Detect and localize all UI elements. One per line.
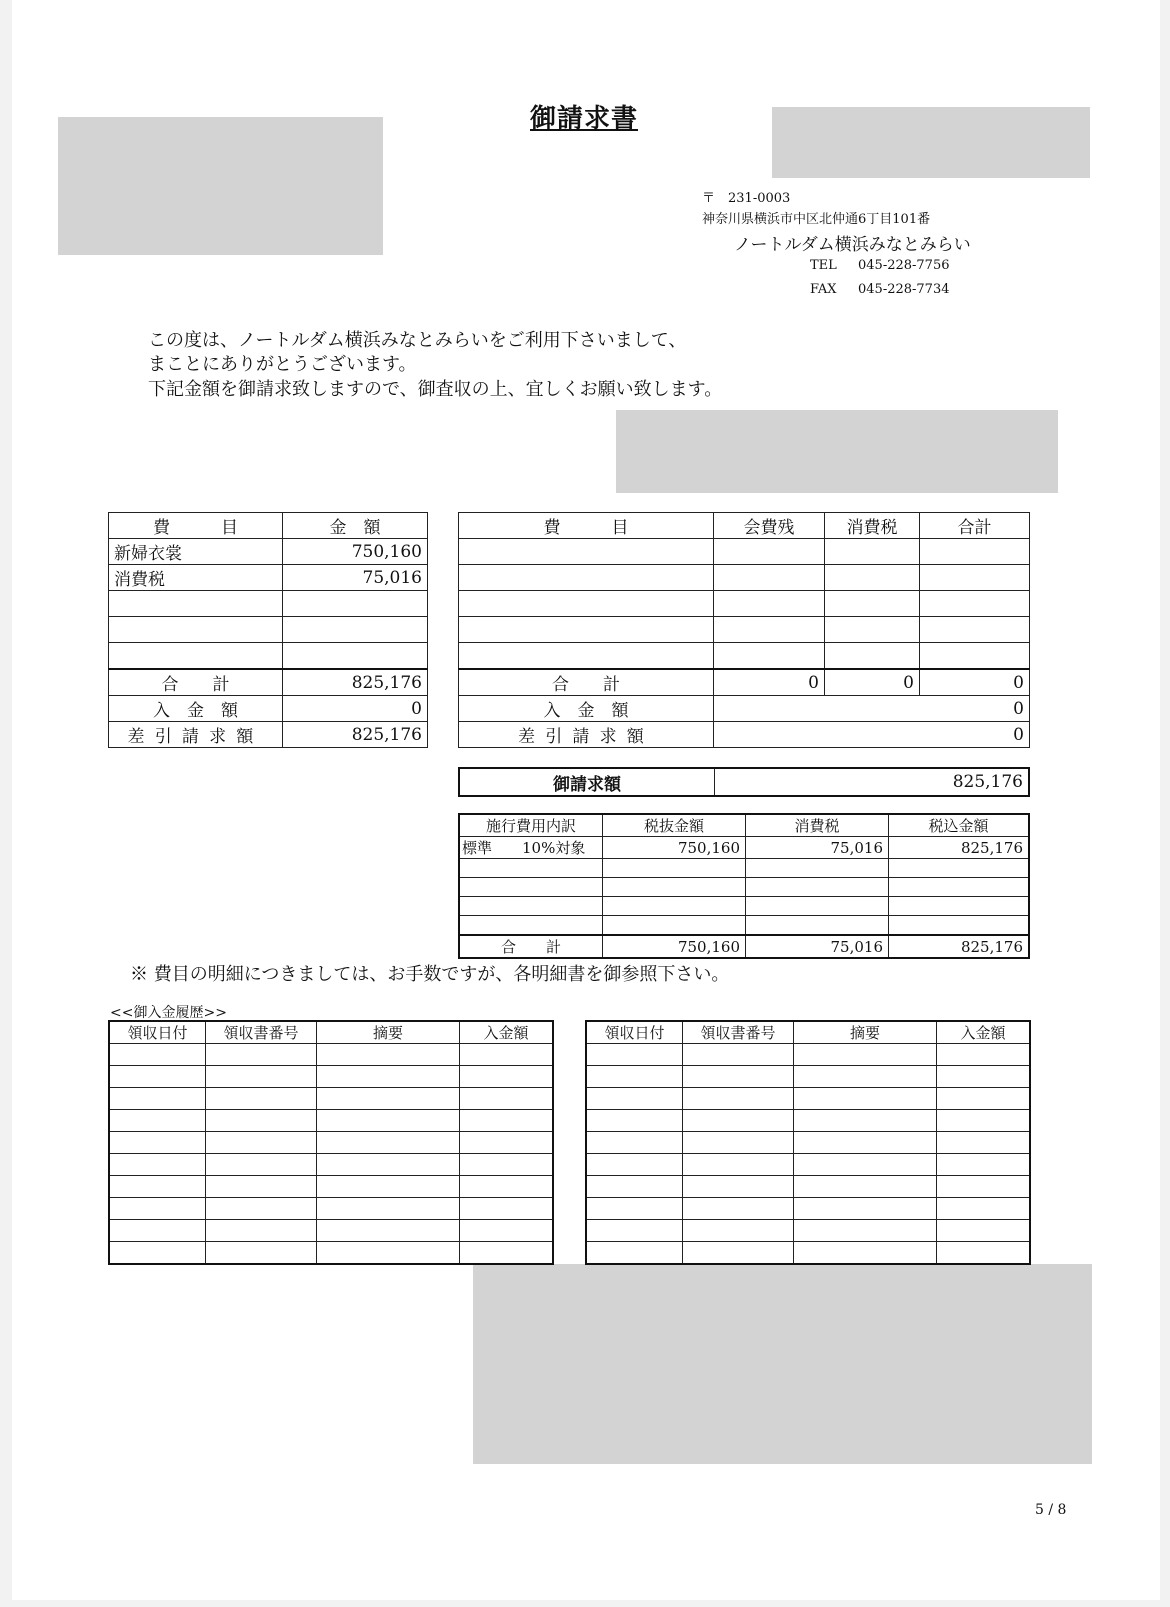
history-cell <box>317 1132 460 1154</box>
history-cell <box>683 1198 794 1220</box>
history-row <box>109 1198 553 1220</box>
history-row <box>586 1198 1030 1220</box>
history-row <box>109 1044 553 1066</box>
col-header-excl: 税抜金額 <box>603 814 746 837</box>
history-cell <box>586 1132 683 1154</box>
history-row <box>586 1110 1030 1132</box>
history-cell <box>460 1132 554 1154</box>
item-cell <box>109 591 283 617</box>
history-cell <box>109 1176 206 1198</box>
history-cell <box>460 1242 554 1265</box>
col-header-receipt-no: 領収書番号 <box>683 1021 794 1044</box>
history-cell <box>794 1220 937 1242</box>
item-cell <box>109 617 283 643</box>
history-cell <box>683 1242 794 1265</box>
total-remaining: 0 <box>714 669 825 696</box>
table-row <box>459 916 1029 936</box>
history-cell <box>460 1066 554 1088</box>
balance-amount: 825,176 <box>283 722 428 748</box>
amount-cell <box>283 591 428 617</box>
history-cell <box>109 1066 206 1088</box>
col-header-item: 費 目 <box>109 513 283 539</box>
table-row <box>459 617 1030 643</box>
amount-cell: 750,160 <box>283 539 428 565</box>
paid-row <box>109 696 428 722</box>
table-row <box>459 859 1029 878</box>
table-row <box>459 565 1030 591</box>
history-cell <box>109 1198 206 1220</box>
total-tax: 0 <box>825 669 920 696</box>
history-cell <box>206 1242 317 1265</box>
fax-label: FAX <box>810 282 837 297</box>
col-header-description: 摘要 <box>794 1021 937 1044</box>
history-cell <box>109 1088 206 1110</box>
history-row <box>586 1242 1030 1265</box>
history-cell <box>586 1220 683 1242</box>
total-amount: 825,176 <box>283 669 428 696</box>
table-row <box>109 539 428 565</box>
table-row <box>459 643 1030 670</box>
history-cell <box>794 1132 937 1154</box>
history-row <box>109 1242 553 1265</box>
invoice-total-box <box>458 767 1030 797</box>
col-header-tax: 消費税 <box>746 814 889 837</box>
table-row <box>459 897 1029 916</box>
history-row <box>109 1110 553 1132</box>
paid-amount: 0 <box>283 696 428 722</box>
amount-cell <box>283 617 428 643</box>
balance-row <box>459 722 1030 748</box>
redacted-bottom-block <box>473 1264 1092 1464</box>
amount-cell <box>283 643 428 670</box>
history-cell <box>794 1242 937 1265</box>
col-header-payment: 入金額 <box>937 1021 1031 1044</box>
col-header-breakdown: 施行費用内訳 <box>459 814 603 837</box>
history-row <box>109 1176 553 1198</box>
balance-row <box>109 722 428 748</box>
history-cell <box>937 1242 1031 1265</box>
col-header-amount: 金 額 <box>283 513 428 539</box>
paid-label: 入 金 額 <box>459 696 714 722</box>
col-header-description: 摘要 <box>317 1021 460 1044</box>
item-cell: 新婦衣裳 <box>109 539 283 565</box>
history-caption: <<御入金履歴>> <box>110 1005 227 1021</box>
history-cell <box>586 1088 683 1110</box>
total-row <box>459 935 1029 958</box>
greeting-line-3: 下記金額を御請求致しますので、御査収の上、宜しくお願い致します。 <box>148 379 723 400</box>
history-cell <box>460 1110 554 1132</box>
history-cell <box>206 1088 317 1110</box>
history-cell <box>937 1176 1031 1198</box>
history-row <box>586 1154 1030 1176</box>
history-cell <box>586 1154 683 1176</box>
sender-name: ノートルダム横浜みなとみらい <box>734 235 971 255</box>
history-cell <box>794 1066 937 1088</box>
redacted-header-block <box>772 107 1090 178</box>
history-row <box>109 1088 553 1110</box>
redacted-event-info <box>616 410 1058 493</box>
history-cell <box>206 1110 317 1132</box>
history-cell <box>683 1088 794 1110</box>
total-label: 合 計 <box>459 669 714 696</box>
tel-label: TEL <box>810 258 837 273</box>
history-cell <box>317 1198 460 1220</box>
balance-label: 差引請求額 <box>459 722 714 748</box>
history-cell <box>586 1044 683 1066</box>
breakdown-label: 標準 10%対象 <box>459 837 603 859</box>
invoice-page <box>12 0 1160 1600</box>
history-cell <box>937 1220 1031 1242</box>
history-cell <box>317 1088 460 1110</box>
history-cell <box>794 1176 937 1198</box>
history-cell <box>460 1088 554 1110</box>
history-cell <box>109 1220 206 1242</box>
col-header-remaining: 会費残 <box>714 513 825 539</box>
history-cell <box>794 1198 937 1220</box>
history-cell <box>586 1066 683 1088</box>
col-header-payment: 入金額 <box>460 1021 554 1044</box>
charges-table-left <box>108 512 428 748</box>
table-row <box>459 837 1029 859</box>
breakdown-total-label: 合 計 <box>459 935 603 958</box>
history-cell <box>937 1110 1031 1132</box>
history-cell <box>109 1044 206 1066</box>
history-cell <box>937 1066 1031 1088</box>
history-row <box>109 1220 553 1242</box>
charges-table-right <box>458 512 1030 748</box>
breakdown-total-incl: 825,176 <box>889 935 1030 958</box>
history-cell <box>206 1066 317 1088</box>
history-cell <box>460 1176 554 1198</box>
history-row <box>109 1154 553 1176</box>
col-header-tax: 消費税 <box>825 513 920 539</box>
history-cell <box>109 1242 206 1265</box>
col-header-receipt-no: 領収書番号 <box>206 1021 317 1044</box>
total-label: 合 計 <box>109 669 283 696</box>
history-cell <box>683 1132 794 1154</box>
history-cell <box>586 1176 683 1198</box>
table-row <box>459 591 1030 617</box>
invoice-total-label: 御請求額 <box>459 768 715 796</box>
excl-amount: 750,160 <box>603 837 746 859</box>
payment-history-table-left <box>108 1020 554 1265</box>
history-cell <box>586 1110 683 1132</box>
history-cell <box>460 1044 554 1066</box>
history-cell <box>206 1220 317 1242</box>
paid-row <box>459 696 1030 722</box>
history-cell <box>937 1044 1031 1066</box>
col-header-sum: 合計 <box>920 513 1030 539</box>
history-cell <box>317 1220 460 1242</box>
history-cell <box>109 1154 206 1176</box>
history-cell <box>794 1044 937 1066</box>
history-row <box>586 1088 1030 1110</box>
history-cell <box>937 1132 1031 1154</box>
breakdown-total-excl: 750,160 <box>603 935 746 958</box>
history-cell <box>206 1132 317 1154</box>
history-cell <box>586 1242 683 1265</box>
history-cell <box>937 1088 1031 1110</box>
col-header-date: 領収日付 <box>109 1021 206 1044</box>
item-cell: 消費税 <box>109 565 283 591</box>
fax-number: 045-228-7734 <box>858 282 950 297</box>
sender-address: 神奈川県横浜市中区北仲通6丁目101番 <box>702 212 931 227</box>
history-row <box>586 1220 1030 1242</box>
payment-history-table-right <box>585 1020 1031 1265</box>
postal-code: 〒 231-0003 <box>702 191 791 206</box>
tax-breakdown-table <box>458 813 1030 959</box>
invoice-total-value: 825,176 <box>715 768 1030 796</box>
history-cell <box>683 1220 794 1242</box>
amount-cell: 75,016 <box>283 565 428 591</box>
history-cell <box>683 1044 794 1066</box>
redacted-recipient <box>58 117 383 255</box>
page-number: 5 / 8 <box>1035 1502 1067 1518</box>
history-cell <box>460 1220 554 1242</box>
table-row <box>109 643 428 670</box>
greeting-line-1: この度は、ノートルダム横浜みなとみらいをご利用下さいまして、 <box>148 330 687 351</box>
history-cell <box>937 1154 1031 1176</box>
history-cell <box>683 1066 794 1088</box>
history-cell <box>206 1154 317 1176</box>
total-row <box>459 669 1030 696</box>
history-row <box>109 1132 553 1154</box>
history-row <box>586 1132 1030 1154</box>
tel-number: 045-228-7756 <box>858 258 950 273</box>
history-cell <box>683 1176 794 1198</box>
total-row <box>109 669 428 696</box>
history-cell <box>460 1198 554 1220</box>
history-cell <box>794 1110 937 1132</box>
balance-amount: 0 <box>714 722 1030 748</box>
incl-amount: 825,176 <box>889 837 1030 859</box>
total-sum: 0 <box>920 669 1030 696</box>
history-row <box>586 1066 1030 1088</box>
history-cell <box>206 1176 317 1198</box>
history-cell <box>109 1110 206 1132</box>
item-cell <box>109 643 283 670</box>
reference-note: ※ 費目の明細につきましては、お手数ですが、各明細書を御参照下さい。 <box>130 964 730 985</box>
table-row <box>459 539 1030 565</box>
balance-label: 差引請求額 <box>109 722 283 748</box>
history-cell <box>794 1088 937 1110</box>
history-cell <box>317 1110 460 1132</box>
history-cell <box>317 1044 460 1066</box>
document-title: 御請求書 <box>530 104 639 134</box>
history-cell <box>317 1176 460 1198</box>
history-cell <box>206 1044 317 1066</box>
history-row <box>586 1176 1030 1198</box>
history-cell <box>683 1110 794 1132</box>
breakdown-total-tax: 75,016 <box>746 935 889 958</box>
table-row <box>109 617 428 643</box>
history-row <box>586 1044 1030 1066</box>
history-cell <box>317 1066 460 1088</box>
table-row <box>459 878 1029 897</box>
greeting-line-2: まことにありがとうございます。 <box>148 354 417 375</box>
tax-amount: 75,016 <box>746 837 889 859</box>
history-cell <box>586 1198 683 1220</box>
history-cell <box>460 1154 554 1176</box>
table-row <box>109 591 428 617</box>
history-cell <box>317 1154 460 1176</box>
col-header-incl: 税込金額 <box>889 814 1030 837</box>
paid-amount: 0 <box>714 696 1030 722</box>
history-cell <box>317 1242 460 1265</box>
history-row <box>109 1066 553 1088</box>
history-cell <box>109 1132 206 1154</box>
col-header-date: 領収日付 <box>586 1021 683 1044</box>
col-header-item: 費 目 <box>459 513 714 539</box>
table-row <box>109 565 428 591</box>
history-cell <box>794 1154 937 1176</box>
history-cell <box>937 1198 1031 1220</box>
paid-label: 入 金 額 <box>109 696 283 722</box>
history-cell <box>206 1198 317 1220</box>
history-cell <box>683 1154 794 1176</box>
